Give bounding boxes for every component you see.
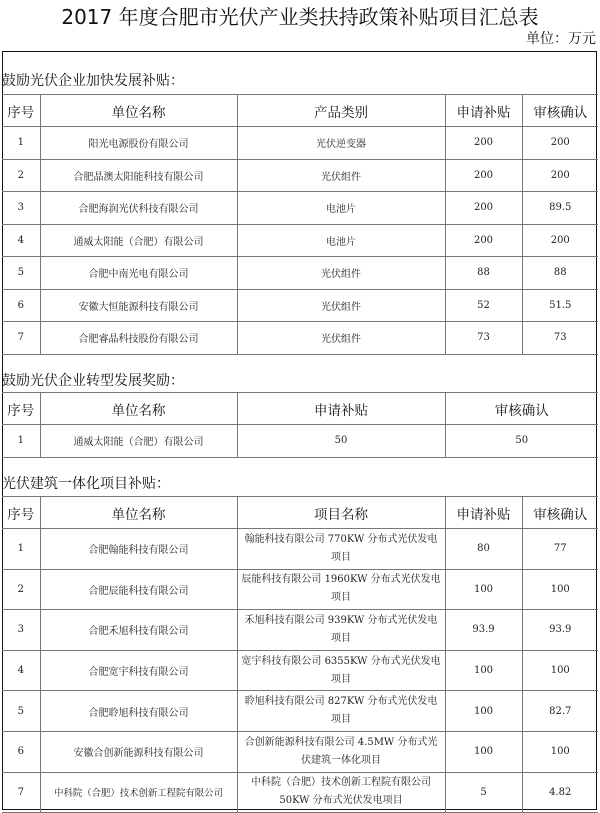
cell-applied: 93.9	[445, 610, 522, 651]
cell-approved: 200	[522, 159, 598, 192]
header-applied: 申请补贴	[445, 95, 522, 127]
table-row	[2, 529, 598, 570]
section-title-accelerate-development: 鼓励光伏企业加快发展补贴：	[2, 73, 184, 89]
header-no: 序号	[2, 497, 40, 529]
header-category: 产品类别	[237, 95, 445, 127]
cell-company: 合肥睿晶科技股份有限公司	[40, 322, 237, 355]
header-company: 单位名称	[40, 497, 237, 529]
section-title-transformation-award: 鼓励光伏企业转型发展奖励：	[2, 373, 184, 389]
cell-no: 2	[2, 159, 40, 192]
cell-applied: 50	[237, 425, 445, 458]
cell-project	[237, 731, 445, 772]
cell-project	[237, 691, 445, 732]
cell-company: 中科院（合肥）技术创新工程院有限公司	[40, 772, 237, 812]
table-row	[2, 691, 598, 732]
cell-project	[237, 529, 445, 570]
cell-project	[237, 610, 445, 651]
project-line-2: 项目	[331, 714, 351, 726]
cell-no: 1	[2, 425, 40, 458]
header-approved: 审核确认	[522, 497, 598, 529]
cell-applied: 200	[445, 224, 522, 257]
table-row	[2, 772, 598, 812]
project-line-2: 伏建筑一体化项目	[301, 754, 381, 766]
cell-category: 光伏组件	[237, 322, 445, 355]
project-line-2: 项目	[331, 551, 351, 563]
table-row	[2, 159, 598, 192]
cell-approved: 100	[522, 650, 598, 691]
cell-company: 安徽大恒能源科技有限公司	[40, 289, 237, 322]
project-line-1: 禾旭科技有限公司 939KW 分布式光伏发电	[244, 614, 438, 626]
cell-applied: 100	[445, 650, 522, 691]
cell-company: 通威太阳能（合肥）有限公司	[40, 425, 237, 458]
header-company: 单位名称	[40, 393, 237, 425]
table-row	[2, 322, 598, 355]
header-company: 单位名称	[40, 95, 237, 127]
cell-applied: 200	[445, 159, 522, 192]
cell-company: 安徽合创新能源科技有限公司	[40, 731, 237, 772]
cell-company: 合肥辰能科技有限公司	[40, 569, 237, 610]
cell-approved: 200	[522, 224, 598, 257]
project-line-1: 辰能科技有限公司 1960KW 分布式光伏发电	[241, 574, 441, 586]
cell-approved: 73	[522, 322, 598, 355]
cell-applied: 100	[445, 731, 522, 772]
cell-applied: 5	[445, 772, 522, 812]
table-row	[2, 425, 598, 458]
cell-company: 通威太阳能（合肥）有限公司	[40, 224, 237, 257]
cell-applied: 52	[445, 289, 522, 322]
cell-no: 3	[2, 192, 40, 225]
cell-project	[237, 569, 445, 610]
table-row	[2, 192, 598, 225]
cell-company: 阳光电源股份有限公司	[40, 127, 237, 160]
table-accelerate-development	[2, 94, 598, 355]
project-line-1: 中科院（合肥）技术创新工程院有限公司	[251, 777, 431, 789]
cell-company: 合肥海润光伏科技有限公司	[40, 192, 237, 225]
project-line-1: 聆旭科技有限公司 827KW 分布式光伏发电	[244, 696, 438, 708]
cell-no: 2	[2, 569, 40, 610]
cell-approved: 100	[522, 731, 598, 772]
project-line-1: 翰能科技有限公司 770KW 分布式光伏发电	[244, 533, 438, 545]
header-applied: 申请补贴	[237, 393, 445, 425]
header-no: 序号	[2, 95, 40, 127]
cell-category: 光伏逆变器	[237, 127, 445, 160]
table-row	[2, 569, 598, 610]
table-header-row	[2, 497, 598, 529]
table-header-row	[2, 95, 598, 127]
project-line-2: 项目	[331, 673, 351, 685]
cell-approved: 200	[522, 127, 598, 160]
cell-company: 合肥翰能科技有限公司	[40, 529, 237, 570]
table-row	[2, 289, 598, 322]
cell-no: 1	[2, 529, 40, 570]
cell-category: 电池片	[237, 192, 445, 225]
cell-company: 合肥禾旭科技有限公司	[40, 610, 237, 651]
cell-category: 光伏组件	[237, 159, 445, 192]
cell-company: 合肥聆旭科技有限公司	[40, 691, 237, 732]
cell-project	[237, 650, 445, 691]
cell-applied: 200	[445, 192, 522, 225]
cell-approved: 50	[445, 425, 598, 458]
table-transformation-award	[2, 392, 598, 458]
cell-no: 1	[2, 127, 40, 160]
cell-approved: 89.5	[522, 192, 598, 225]
table-row	[2, 650, 598, 691]
header-approved: 审核确认	[445, 393, 598, 425]
cell-approved: 51.5	[522, 289, 598, 322]
cell-company: 合肥宽宇科技有限公司	[40, 650, 237, 691]
project-line-2: 项目	[331, 632, 351, 644]
cell-no: 4	[2, 650, 40, 691]
unit-label: 单位：万元	[526, 31, 596, 47]
table-header-row	[2, 393, 598, 425]
cell-no: 6	[2, 289, 40, 322]
cell-no: 7	[2, 322, 40, 355]
table-bipv-subsidy	[2, 496, 598, 813]
project-line-1: 宽宇科技有限公司 6355KW 分布式光伏发电	[241, 655, 441, 667]
cell-applied: 88	[445, 257, 522, 290]
cell-no: 6	[2, 731, 40, 772]
table-row	[2, 257, 598, 290]
cell-applied: 100	[445, 569, 522, 610]
cell-applied: 100	[445, 691, 522, 732]
header-project: 项目名称	[237, 497, 445, 529]
cell-company: 合肥晶澳太阳能科技有限公司	[40, 159, 237, 192]
cell-approved: 77	[522, 529, 598, 570]
cell-approved: 82.7	[522, 691, 598, 732]
table-row	[2, 610, 598, 651]
cell-approved: 88	[522, 257, 598, 290]
project-line-1: 合创新能源科技有限公司 4.5MW 分布式光	[244, 736, 438, 748]
cell-applied: 80	[445, 529, 522, 570]
header-approved: 审核确认	[522, 95, 598, 127]
section-title-bipv-subsidy: 光伏建筑一体化项目补贴：	[2, 476, 170, 492]
header-applied: 申请补贴	[445, 497, 522, 529]
cell-approved: 4.82	[522, 772, 598, 812]
cell-approved: 100	[522, 569, 598, 610]
cell-category: 光伏组件	[237, 257, 445, 290]
cell-no: 5	[2, 691, 40, 732]
cell-approved: 93.9	[522, 610, 598, 651]
cell-no: 4	[2, 224, 40, 257]
cell-no: 7	[2, 772, 40, 812]
project-line-2: 项目	[331, 592, 351, 604]
cell-company: 合肥中南光电有限公司	[40, 257, 237, 290]
cell-applied: 200	[445, 127, 522, 160]
table-row	[2, 224, 598, 257]
cell-no: 5	[2, 257, 40, 290]
cell-category: 电池片	[237, 224, 445, 257]
header-no: 序号	[2, 393, 40, 425]
document-title: 2017 年度合肥市光伏产业类扶持政策补贴项目汇总表	[61, 5, 539, 29]
cell-applied: 73	[445, 322, 522, 355]
project-line-2: 50KW 分布式光伏发电项目	[279, 795, 403, 807]
table-row	[2, 731, 598, 772]
cell-project	[237, 772, 445, 812]
table-row	[2, 127, 598, 160]
cell-category: 光伏组件	[237, 289, 445, 322]
cell-no: 3	[2, 610, 40, 651]
